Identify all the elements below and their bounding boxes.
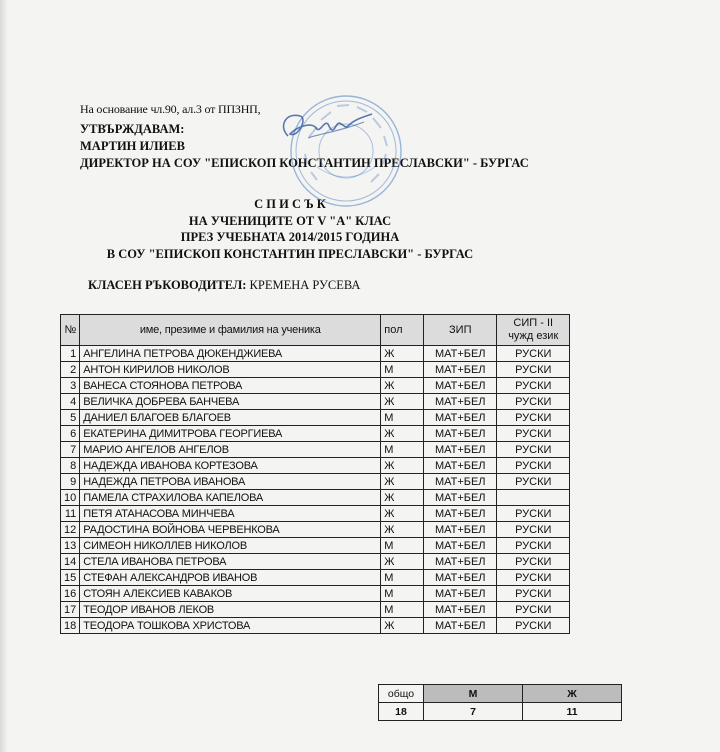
scan-edge (0, 0, 8, 752)
student-zip: МАТ+БЕЛ (424, 554, 497, 570)
student-sip: РУСКИ (497, 602, 570, 618)
row-number: 17 (61, 602, 80, 618)
student-sex: М (381, 586, 424, 602)
table-header-row (61, 315, 570, 346)
student-name: ТЕОДОРА ТОШКОВА ХРИСТОВА (80, 618, 381, 634)
student-sex: М (381, 442, 424, 458)
student-zip: МАТ+БЕЛ (424, 538, 497, 554)
student-sex: Ж (381, 554, 424, 570)
header-num: № (61, 315, 80, 346)
director-signature (268, 108, 378, 148)
row-number: 11 (61, 506, 80, 522)
table-row (61, 474, 570, 490)
student-name: ВАНЕСА СТОЯНОВА ПЕТРОВА (80, 378, 381, 394)
title-line-2: НА УЧЕНИЦИТЕ ОТ V "А" КЛАС (188, 213, 392, 228)
student-zip: МАТ+БЕЛ (424, 410, 497, 426)
director-title: ДИРЕКТОР НА СОУ "ЕПИСКОП КОНСТАНТИН ПРЕСЛАВСКИ" - БУРГАС (80, 156, 529, 170)
student-sip: РУСКИ (497, 410, 570, 426)
table-row (61, 410, 570, 426)
title-line-1: С П И С Ъ К (254, 197, 326, 211)
student-sip: РУСКИ (497, 586, 570, 602)
student-sex: Ж (381, 474, 424, 490)
students-table (60, 314, 570, 634)
table-row (61, 426, 570, 442)
summary-header-female: Ж (523, 685, 622, 703)
student-zip: МАТ+БЕЛ (424, 522, 497, 538)
row-number: 16 (61, 586, 80, 602)
row-number: 2 (61, 362, 80, 378)
student-name: МАРИО АНГЕЛОВ АНГЕЛОВ (80, 442, 381, 458)
student-zip: МАТ+БЕЛ (424, 378, 497, 394)
student-sip: РУСКИ (497, 474, 570, 490)
row-number: 4 (61, 394, 80, 410)
table-row (61, 394, 570, 410)
row-number: 14 (61, 554, 80, 570)
student-sex: Ж (381, 618, 424, 634)
student-zip: МАТ+БЕЛ (424, 602, 497, 618)
student-sex: М (381, 570, 424, 586)
student-zip: МАТ+БЕЛ (424, 506, 497, 522)
student-zip: МАТ+БЕЛ (424, 474, 497, 490)
student-sex: Ж (381, 378, 424, 394)
header-sex: пол (381, 315, 424, 346)
class-teacher (88, 278, 360, 293)
row-number: 5 (61, 410, 80, 426)
summary-header-male: М (424, 685, 523, 703)
student-sex: Ж (381, 490, 424, 506)
student-name: АНГЕЛИНА ПЕТРОВА ДЮКЕНДЖИЕВА (80, 346, 381, 362)
summary-male: 7 (424, 703, 523, 721)
student-sip: РУСКИ (497, 458, 570, 474)
approve-word: УТВЪРЖДАВАМ: (80, 122, 185, 136)
student-name: ДАНИЕЛ БЛАГОЕВ БЛАГОЕВ (80, 410, 381, 426)
student-name: СТЕФАН АЛЕКСАНДРОВ ИВАНОВ (80, 570, 381, 586)
header-sip: СИП - II чужд език (497, 315, 570, 346)
student-zip: МАТ+БЕЛ (424, 442, 497, 458)
student-sip: РУСКИ (497, 394, 570, 410)
table-row (61, 362, 570, 378)
student-sex: Ж (381, 458, 424, 474)
table-row (61, 602, 570, 618)
title-line-3: ПРЕЗ УЧЕБНАТА 2014/2015 ГОДИНА (180, 230, 400, 244)
row-number: 1 (61, 346, 80, 362)
student-zip: МАТ+БЕЛ (424, 570, 497, 586)
summary-header-total: общо (379, 685, 424, 703)
student-name: СТЕЛА ИВАНОВА ПЕТРОВА (80, 554, 381, 570)
student-sex: Ж (381, 506, 424, 522)
student-name: ТЕОДОР ИВАНОВ ЛЕКОВ (80, 602, 381, 618)
student-zip: МАТ+БЕЛ (424, 490, 497, 506)
student-name: ПЕТЯ АТАНАСОВА МИНЧЕВА (80, 506, 381, 522)
student-sex: М (381, 602, 424, 618)
student-zip: МАТ+БЕЛ (424, 346, 497, 362)
student-sex: М (381, 538, 424, 554)
row-number: 12 (61, 522, 80, 538)
student-zip: МАТ+БЕЛ (424, 362, 497, 378)
student-zip: МАТ+БЕЛ (424, 458, 497, 474)
class-teacher-label: КЛАСЕН РЪКОВОДИТЕЛ: (88, 278, 247, 292)
student-sip: РУСКИ (497, 554, 570, 570)
table-row (61, 506, 570, 522)
student-name: СИМЕОН НИКОЛЛЕВ НИКОЛОВ (80, 538, 381, 554)
approval-basis: На основание чл.90, ал.3 от ППЗНП, (80, 102, 261, 116)
student-sex: Ж (381, 426, 424, 442)
table-row (61, 458, 570, 474)
student-sip: РУСКИ (497, 362, 570, 378)
student-name: РАДОСТИНА ВОЙНОВА ЧЕРВЕНКОВА (80, 522, 381, 538)
row-number: 13 (61, 538, 80, 554)
student-sip: РУСКИ (497, 442, 570, 458)
student-sex: Ж (381, 346, 424, 362)
student-sip: РУСКИ (497, 346, 570, 362)
student-sex: М (381, 410, 424, 426)
student-sip: РУСКИ (497, 618, 570, 634)
row-number: 6 (61, 426, 80, 442)
student-name: СТОЯН АЛЕКСИЕВ КАВАКОВ (80, 586, 381, 602)
student-sex: Ж (381, 522, 424, 538)
student-sip: РУСКИ (497, 506, 570, 522)
student-sip: РУСКИ (497, 426, 570, 442)
table-row (61, 346, 570, 362)
title-line-4: В СОУ "ЕПИСКОП КОНСТАНТИН ПРЕСЛАВСКИ" - БУРГАС (106, 246, 474, 261)
summary-table (378, 684, 622, 721)
row-number: 9 (61, 474, 80, 490)
table-row (61, 586, 570, 602)
table-row (61, 554, 570, 570)
student-zip: МАТ+БЕЛ (424, 586, 497, 602)
student-name: ВЕЛИЧКА ДОБРЕВА БАНЧЕВА (80, 394, 381, 410)
row-number: 3 (61, 378, 80, 394)
row-number: 7 (61, 442, 80, 458)
student-sip: РУСКИ (497, 570, 570, 586)
student-sip (497, 490, 570, 506)
student-sex: Ж (381, 394, 424, 410)
student-name: НАДЕЖДА ПЕТРОВА ИВАНОВА (80, 474, 381, 490)
table-row (61, 442, 570, 458)
student-zip: МАТ+БЕЛ (424, 394, 497, 410)
student-sip: РУСКИ (497, 378, 570, 394)
table-row (61, 538, 570, 554)
student-name: АНТОН КИРИЛОВ НИКОЛОВ (80, 362, 381, 378)
table-row (61, 618, 570, 634)
row-number: 15 (61, 570, 80, 586)
document-title (80, 196, 500, 262)
student-name: ПАМЕЛА СТРАХИЛОВА КАПЕЛОВА (80, 490, 381, 506)
student-sip: РУСКИ (497, 522, 570, 538)
row-number: 10 (61, 490, 80, 506)
header-zip: ЗИП (424, 315, 497, 346)
student-name: НАДЕЖДА ИВАНОВА КОРТЕЗОВА (80, 458, 381, 474)
row-number: 8 (61, 458, 80, 474)
director-name: МАРТИН ИЛИЕВ (80, 139, 185, 153)
student-sip: РУСКИ (497, 538, 570, 554)
header-name: име, презиме и фамилия на ученика (80, 315, 381, 346)
summary-female: 11 (523, 703, 622, 721)
table-row (61, 570, 570, 586)
student-zip: МАТ+БЕЛ (424, 426, 497, 442)
table-row (61, 490, 570, 506)
table-row (61, 378, 570, 394)
student-sex: М (381, 362, 424, 378)
table-row (61, 522, 570, 538)
row-number: 18 (61, 618, 80, 634)
student-name: ЕКАТЕРИНА ДИМИТРОВА ГЕОРГИЕВА (80, 426, 381, 442)
summary-total: 18 (379, 703, 424, 721)
class-teacher-name: КРЕМЕНА РУСЕВА (249, 278, 361, 292)
student-zip: МАТ+БЕЛ (424, 618, 497, 634)
